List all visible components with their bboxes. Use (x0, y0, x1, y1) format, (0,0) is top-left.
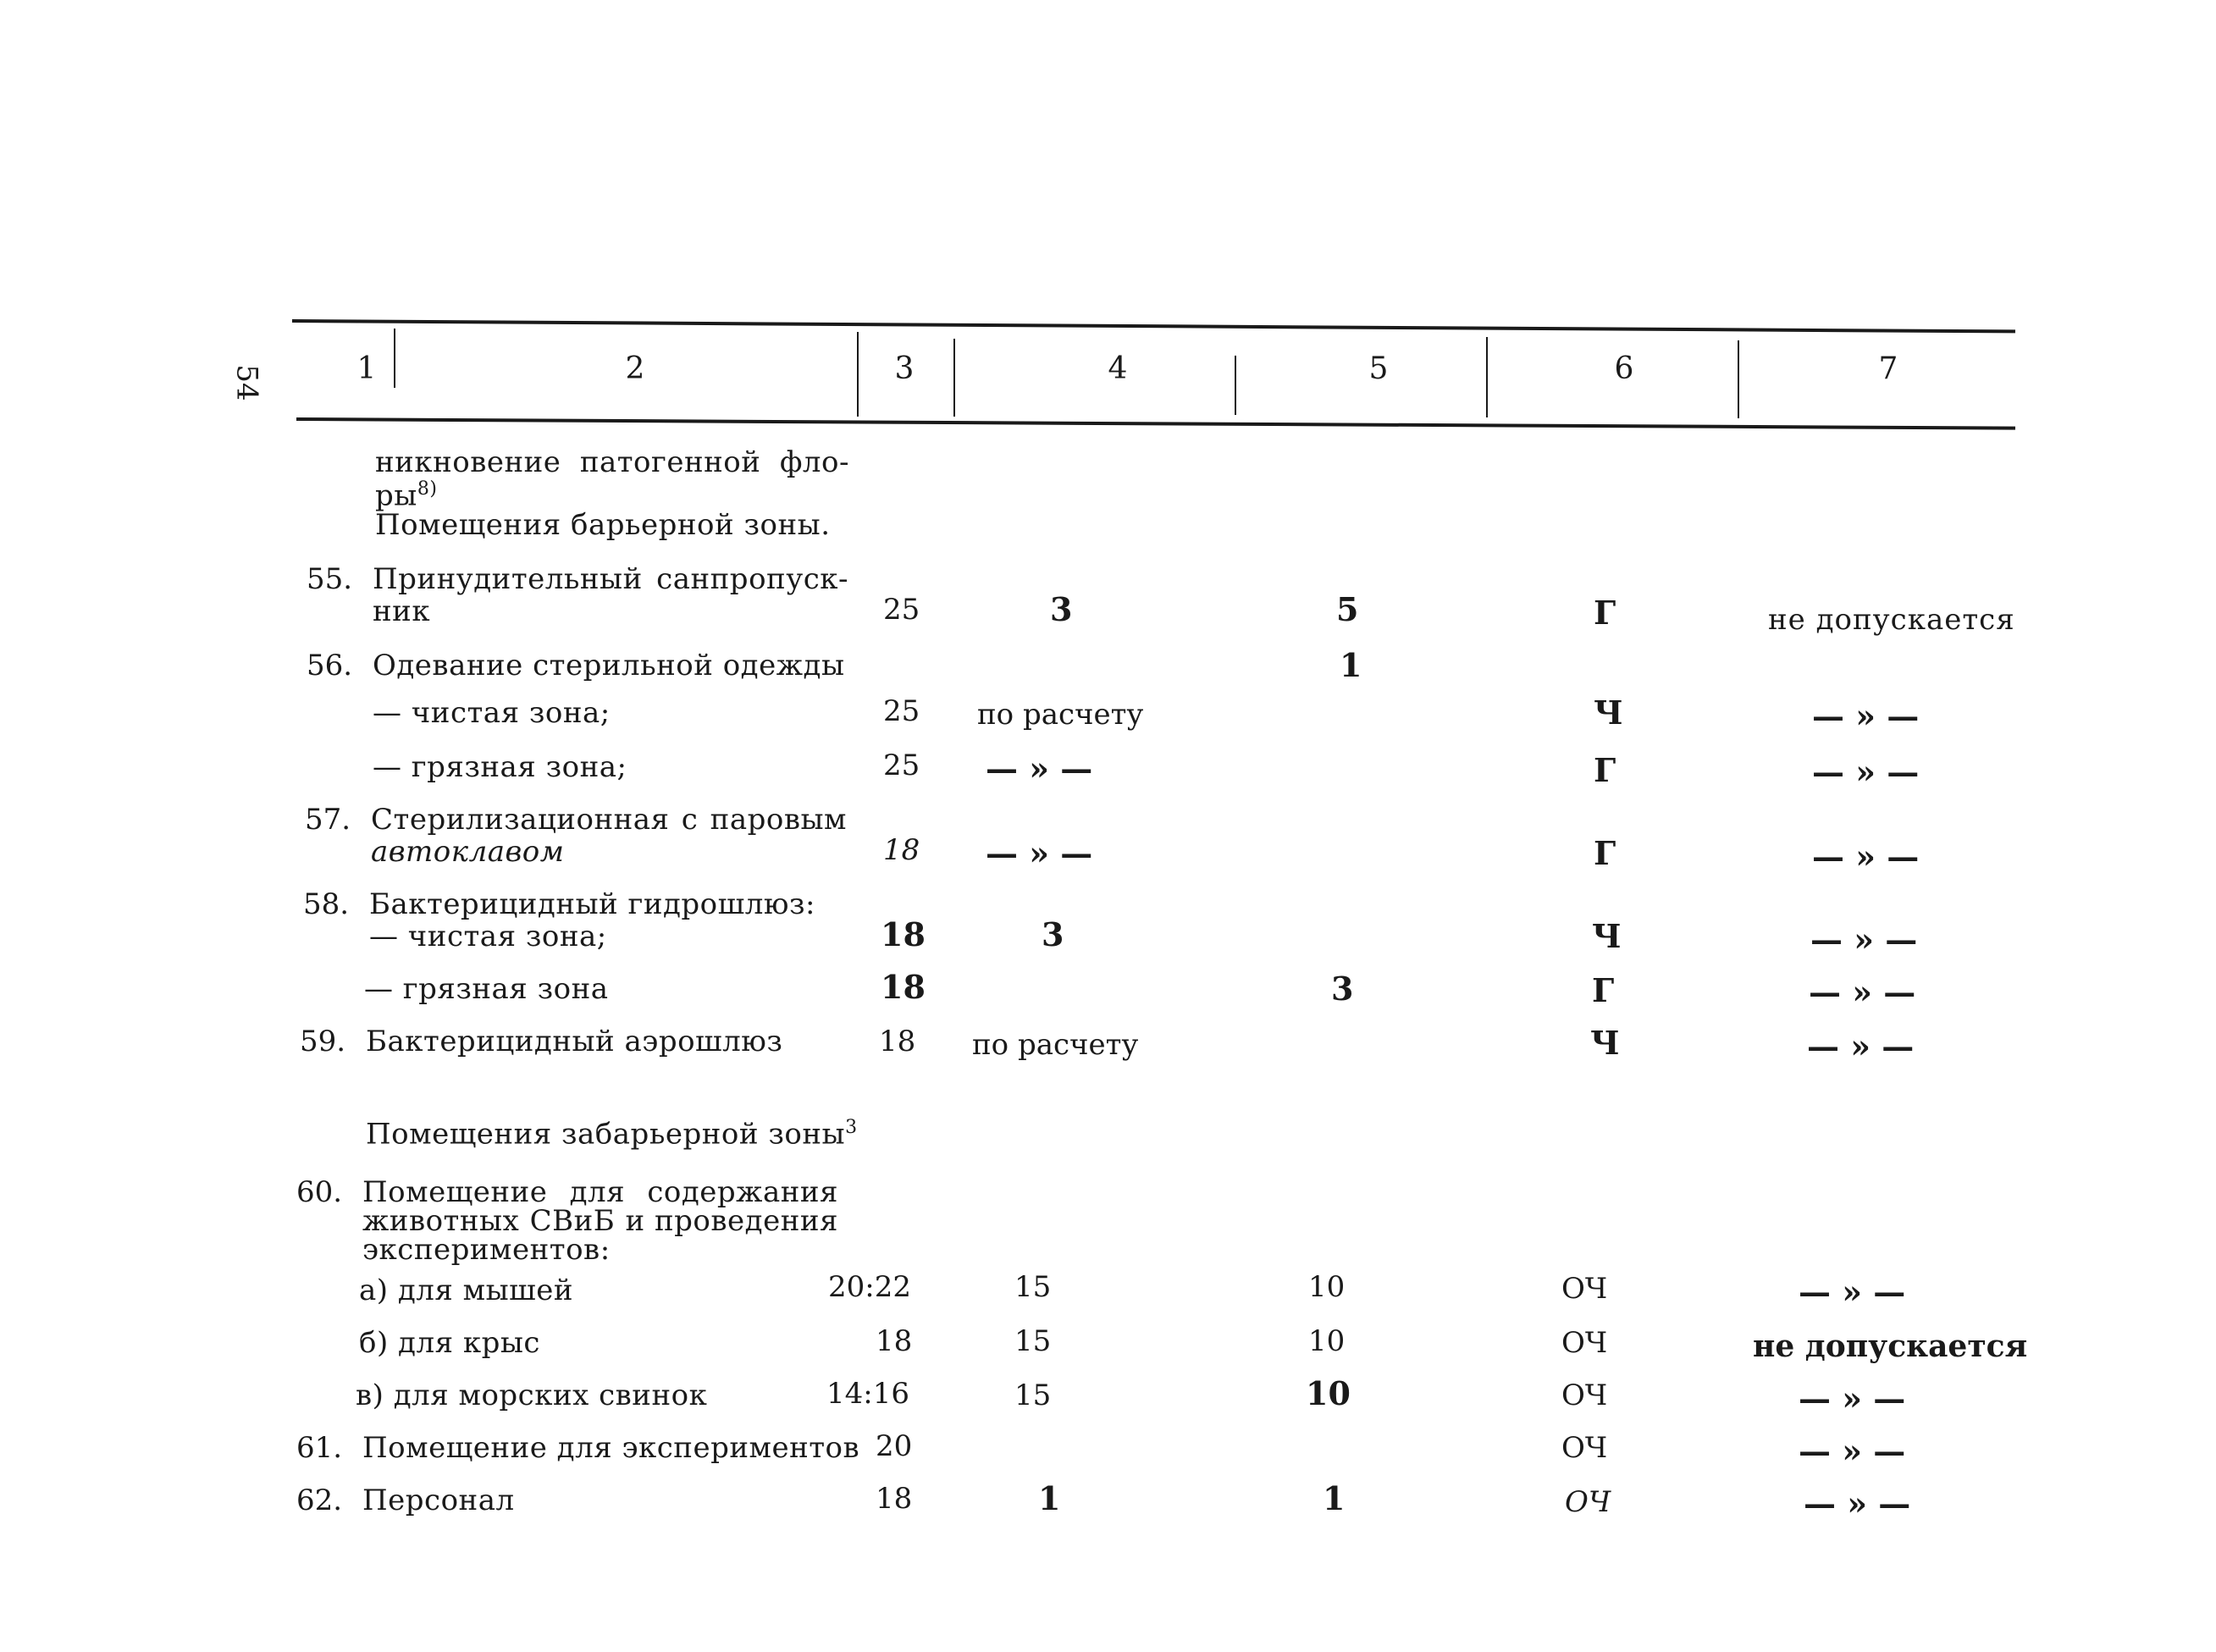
continuation-word: фло- (779, 445, 849, 479)
column-header-5: 5 (1368, 351, 1389, 386)
column-separator (953, 339, 955, 417)
cell-col3: 14:16 (826, 1377, 909, 1411)
cell-col7: — » — (1804, 1484, 1911, 1522)
row-name: — чистая зона; (369, 920, 607, 953)
cell-col4: 3 (1042, 915, 1064, 953)
cell-col5: 10 (1306, 1374, 1351, 1412)
cell-col5: 1 (1323, 1479, 1346, 1517)
cell-col3: 18 (876, 1482, 913, 1516)
cell-col4: 15 (1014, 1270, 1052, 1304)
cell-col3: 20 (876, 1429, 913, 1463)
row-name-cont (362, 1206, 838, 1236)
continuation-word: никновение (375, 445, 561, 479)
row-name (373, 564, 848, 594)
column-separator (1235, 356, 1236, 415)
cell-col3: 18 (883, 833, 920, 867)
section-title-text: Помещения забарьерной зоны (366, 1117, 846, 1152)
cell-col4: — » — (986, 749, 1093, 787)
row-number: 60. (296, 1175, 343, 1209)
column-header-2: 2 (625, 351, 645, 386)
row-number: 55. (307, 562, 353, 596)
cell-col6: ОЧ (1561, 1379, 1608, 1412)
continuation-text: ры (375, 478, 417, 513)
cell-col5: 5 (1336, 590, 1359, 628)
cell-col4: — » — (986, 834, 1093, 872)
row-number: 62. (296, 1483, 343, 1517)
cell-col7: не допускается (1753, 1329, 2028, 1364)
row-number: 56. (307, 649, 353, 682)
row-name-cont: ник (373, 594, 431, 628)
continuation-line (375, 447, 849, 478)
cell-col6: Ч (1594, 693, 1623, 732)
cell-col5: 3 (1331, 970, 1354, 1008)
column-header-4: 4 (1108, 351, 1128, 386)
cell-col5: 10 (1308, 1270, 1346, 1304)
row-name: а) для мышей (359, 1274, 574, 1307)
row-name (362, 1177, 838, 1207)
cell-col3: 18 (881, 915, 926, 953)
row-name-word: с (681, 803, 699, 837)
row-name-word: Помещение (362, 1175, 548, 1209)
row-name: Бактерицидный гидрошлюз: (369, 887, 815, 921)
cell-col3: 18 (879, 1025, 916, 1058)
cell-col6: ОЧ (1561, 1272, 1608, 1306)
cell-col3: 18 (881, 968, 926, 1006)
row-number: 61. (296, 1431, 343, 1465)
page-number: 54 (229, 364, 264, 401)
cell-col4: 3 (1050, 590, 1073, 628)
row-name: Помещение для экспериментов (362, 1431, 860, 1465)
column-header-1: 1 (356, 351, 377, 386)
cell-col7: — » — (1807, 1027, 1915, 1065)
row-name: — грязная зона (364, 972, 609, 1006)
row-name-word: СВиБ (529, 1204, 616, 1238)
column-header-6: 6 (1614, 351, 1634, 386)
row-number: 59. (300, 1025, 346, 1058)
row-name-word: Стерилизационная (371, 803, 670, 837)
cell-col3: 25 (883, 749, 920, 782)
cell-col3: 20:22 (828, 1270, 911, 1304)
cell-col3: 18 (876, 1324, 913, 1358)
row-name (371, 804, 847, 835)
row-name: Бактерицидный аэрошлюз (366, 1025, 783, 1058)
cell-col7: — » — (1812, 697, 1920, 735)
cell-col5: 1 (1340, 646, 1362, 684)
cell-col4: 15 (1014, 1379, 1052, 1412)
cell-col4: по расчету (972, 1028, 1139, 1062)
column-header-3: 3 (894, 351, 915, 386)
cell-col7: — » — (1810, 920, 1918, 959)
row-name-word: для (569, 1175, 626, 1209)
column-header-7: 7 (1878, 351, 1898, 386)
table-top-rule (292, 319, 2015, 333)
column-separator (1738, 340, 1739, 418)
row-name-cont: экспериментов: (362, 1233, 611, 1267)
row-number: 58. (303, 887, 350, 921)
cell-col6: Г (1594, 594, 1616, 632)
cell-col7: — » — (1809, 973, 1916, 1011)
row-name-word: Принудительный (373, 562, 643, 596)
footnote-ref: 8) (417, 478, 438, 500)
cell-col7: — » — (1799, 1432, 1906, 1470)
row-name-word: паровым (710, 803, 847, 837)
cell-col3: 25 (883, 593, 920, 627)
table-header-rule (296, 417, 2015, 430)
cell-col4: 15 (1014, 1324, 1052, 1358)
row-name-word: санпропуск- (656, 562, 848, 596)
footnote-ref: 3 (845, 1117, 858, 1138)
cell-col6: Г (1592, 971, 1615, 1009)
row-name-word: содержания (647, 1175, 838, 1209)
row-name: в) для морских свинок (356, 1379, 708, 1412)
cell-col6: Ч (1590, 1024, 1620, 1062)
column-separator (1486, 337, 1488, 417)
column-separator (857, 332, 859, 417)
cell-col5: 10 (1308, 1324, 1346, 1358)
row-number: 57. (305, 803, 351, 837)
row-name: — чистая зона; (373, 696, 611, 730)
cell-col7: — » — (1812, 837, 1920, 876)
cell-col3: 25 (883, 694, 920, 728)
cell-col6: ОЧ (1561, 1326, 1608, 1360)
row-name-word: животных (362, 1204, 520, 1238)
cell-col6: Г (1594, 751, 1616, 789)
section-title (366, 1113, 858, 1152)
cell-col6: Г (1594, 834, 1616, 872)
row-name: — грязная зона; (373, 750, 627, 784)
row-name-word: и проведения (625, 1204, 838, 1238)
row-name-cont: автоклавом (371, 835, 565, 869)
cell-col7: — » — (1799, 1379, 1906, 1417)
cell-col6: Ч (1592, 917, 1622, 955)
row-name: б) для крыс (359, 1326, 540, 1360)
row-name: Персонал (362, 1483, 515, 1517)
continuation-word: патогенной (579, 445, 761, 479)
continuation-line (375, 474, 437, 511)
row-name: Одевание стерильной одежды (373, 649, 845, 682)
cell-col4: по расчету (977, 698, 1144, 732)
cell-col7: не допускается (1768, 603, 2015, 637)
cell-col6: ОЧ (1561, 1431, 1608, 1465)
cell-col4: 1 (1038, 1479, 1061, 1517)
cell-col6: ОЧ (1565, 1485, 1611, 1519)
cell-col7: — » — (1812, 753, 1920, 791)
cell-col7: — » — (1799, 1273, 1906, 1311)
section-title: Помещения барьерной зоны. (375, 508, 831, 542)
